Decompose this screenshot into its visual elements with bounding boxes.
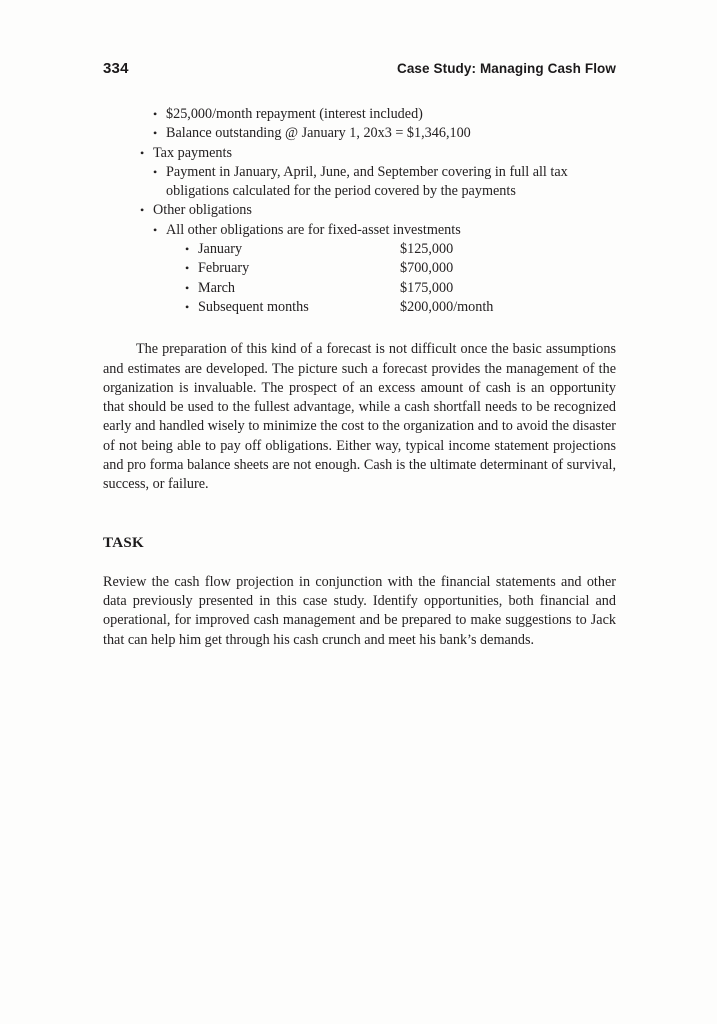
- list-item: [103, 221, 616, 240]
- list-item-amount: $175,000: [400, 279, 454, 296]
- list-item: [103, 298, 616, 317]
- bullet-icon: •: [185, 299, 190, 314]
- list-item: [103, 105, 616, 124]
- list-item-text: January: [198, 241, 243, 258]
- bullet-icon: •: [153, 222, 158, 237]
- list-item-text: $25,000/month repayment (interest included): [166, 106, 423, 122]
- bullet-icon: •: [185, 280, 190, 295]
- task-heading: TASK: [103, 534, 144, 551]
- list-item-amount: $200,000/month: [400, 298, 494, 315]
- list-item-text: Subsequent months: [198, 298, 309, 315]
- list-item: [103, 163, 616, 202]
- bullet-icon: •: [185, 261, 190, 276]
- list-item-text: Payment in January, April, June, and September covering in full all tax obligations calculated for the period covered by the payments: [166, 163, 568, 200]
- bullet-list: [103, 105, 616, 317]
- list-item: [103, 279, 616, 298]
- body-paragraph: The preparation of this kind of a forecast is not difficult once the basic assumptions and estimates are developed. The picture such a forecast provides the management of the organization is invaluable. The prospect of an excess amount of cash is an opportunity that should be used to the fullest advantage, while a cash shortfall needs to be recognized early and handled wisely to minimize the cost to the organization and to avoid the disaster of not being able to pay off obligations. Either way, typical income statement projections and pro forma balance sheets are not enough. Cash is the ultimate determinant of survival, success, or failure.: [103, 341, 616, 493]
- page-number: 334: [103, 60, 129, 77]
- bullet-icon: •: [153, 107, 158, 121]
- list-item-amount: $700,000: [400, 260, 454, 277]
- list-item-text: Tax payments: [153, 144, 232, 161]
- bullet-icon: •: [185, 242, 190, 257]
- list-item: [103, 240, 616, 259]
- task-paragraph: Review the cash flow projection in conjunction with the financial statements and other data previously presented in this case study. Identify opportunities, both financial and operational, for improved cash management and be prepared to make suggestions to Jack that can help him get through his cash crunch and meet his bank’s demands.: [103, 573, 616, 648]
- list-item: [103, 259, 616, 278]
- list-item-text: February: [198, 260, 250, 277]
- list-item: [103, 124, 616, 143]
- list-item-amount: $125,000: [400, 241, 454, 258]
- list-item-text: Other obligations: [153, 202, 252, 219]
- list-item-text: All other obligations are for fixed-asset investments: [166, 221, 461, 238]
- running-head-title: Case Study: Managing Cash Flow: [396, 61, 616, 76]
- bullet-icon: •: [153, 164, 158, 179]
- list-item: [103, 144, 616, 163]
- bullet-icon: •: [153, 126, 158, 141]
- bullet-icon: •: [140, 203, 145, 218]
- list-item-text: Balance outstanding @ January 1, 20x3 = $1,346,100: [166, 125, 471, 142]
- running-header: [103, 60, 616, 77]
- list-item: [103, 201, 616, 220]
- list-item-text: March: [198, 279, 236, 296]
- bullet-icon: •: [140, 145, 145, 160]
